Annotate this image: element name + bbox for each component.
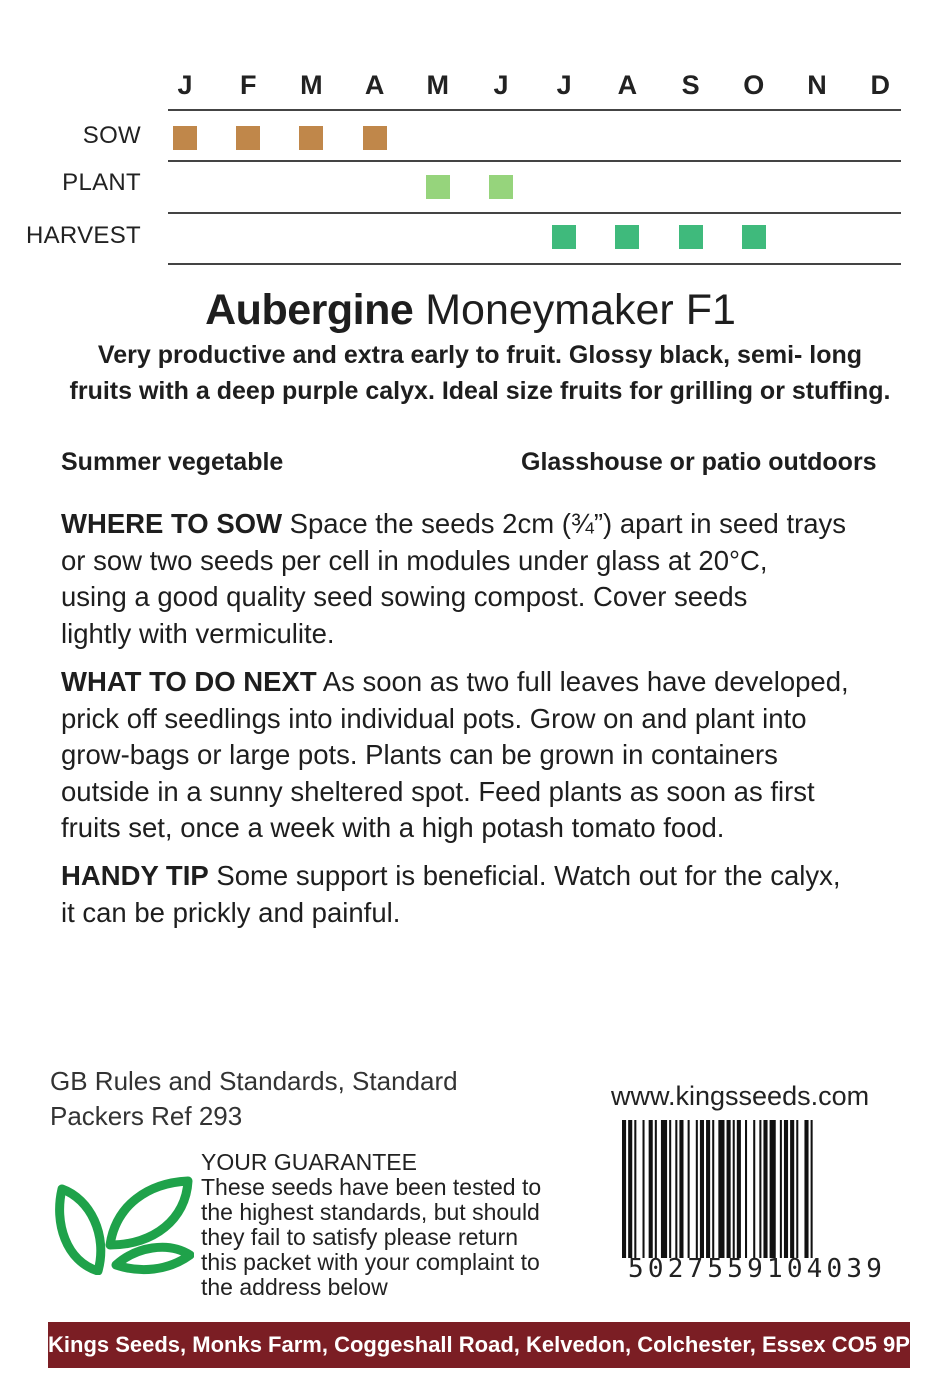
barcode-bar — [688, 1120, 690, 1258]
barcode-bar — [763, 1120, 767, 1258]
guarantee-line: the address below — [201, 1274, 388, 1300]
barcode-bar — [804, 1120, 808, 1258]
month-label: J — [556, 70, 572, 100]
month-label: S — [681, 70, 700, 100]
calendar-marker — [679, 225, 703, 249]
calendar-marker — [299, 126, 323, 150]
calendar-marker — [552, 225, 576, 249]
section-heading: WHERE TO SOW — [61, 508, 283, 539]
product-variety: Moneymaker F1 — [413, 286, 736, 334]
barcode-bar — [780, 1120, 782, 1258]
month-label: J — [177, 70, 193, 100]
month-label: A — [364, 70, 385, 100]
section-text: fruits set, once a week with a high potash tomato food. — [61, 812, 725, 843]
description-line: Very productive and extra early to fruit. Glossy black, semi- long — [97, 341, 863, 369]
barcode-bar — [753, 1120, 755, 1258]
product-name: Aubergine — [205, 286, 414, 334]
month-label: D — [870, 70, 890, 100]
barcode-bar — [706, 1120, 710, 1258]
location-tag: Glasshouse or patio outdoors — [521, 448, 877, 476]
section-text: it can be prickly and painful. — [61, 896, 401, 928]
calendar-marker — [363, 126, 387, 150]
guarantee-line: These seeds have been tested to — [201, 1174, 542, 1200]
barcode-bar — [634, 1120, 636, 1258]
month-label: M — [300, 70, 323, 100]
month-label: A — [617, 70, 638, 100]
guarantee-heading: YOUR GUARANTEE — [201, 1149, 417, 1175]
calendar-row-label: PLANT — [62, 169, 141, 196]
what-to-do-next-section — [61, 664, 911, 847]
barcode-bar — [643, 1120, 645, 1258]
handy-tip-section — [61, 858, 911, 931]
guarantee-block — [201, 1150, 541, 1300]
barcode-number: 5027559104039 — [628, 1254, 887, 1284]
section-heading: HANDY TIP — [61, 860, 209, 891]
barcode-bar — [712, 1120, 714, 1258]
calendar-marker — [489, 175, 513, 199]
barcode-bar — [745, 1120, 747, 1258]
product-description — [40, 337, 920, 409]
barcode-bar — [679, 1120, 683, 1258]
barcode-bar — [700, 1120, 704, 1258]
month-label: F — [239, 70, 257, 100]
barcode-bar — [675, 1120, 677, 1258]
calendar-row-label: HARVEST — [25, 222, 141, 249]
barcode-bar — [784, 1120, 788, 1258]
section-heading: WHAT TO DO NEXT — [61, 666, 317, 697]
section-text: grow-bags or large pots. Plants can be grown in containers — [61, 739, 778, 770]
calendar-marker — [742, 225, 766, 249]
calendar-marker — [173, 126, 197, 150]
section-text: Some support is beneficial. Watch out for the calyx, — [208, 860, 841, 891]
calendar-marker — [426, 175, 450, 199]
calendar-rule — [168, 160, 901, 162]
guarantee-line: this packet with your complaint to — [201, 1249, 540, 1275]
section-text: lightly with vermiculite. — [61, 617, 335, 649]
barcode-bar — [733, 1120, 735, 1258]
description-line: fruits with a deep purple calyx. Ideal size fruits for grilling or stuffing. — [69, 377, 891, 405]
calendar-marker — [615, 225, 639, 249]
month-label: O — [743, 70, 765, 100]
barcode-bar — [796, 1120, 798, 1258]
leaf-logo-icon — [52, 1175, 194, 1275]
barcode-bar — [655, 1120, 657, 1258]
barcode-bar — [737, 1120, 741, 1258]
barcode-bar — [727, 1120, 731, 1258]
where-to-sow-section — [61, 506, 911, 652]
season-tag: Summer vegetable — [61, 448, 284, 476]
calendar-rule — [168, 212, 901, 214]
month-label: N — [807, 70, 827, 100]
barcode-bar — [669, 1120, 671, 1258]
section-text: outside in a sunny sheltered spot. Feed plants as soon as first — [61, 775, 815, 807]
barcode-bar — [628, 1120, 632, 1258]
calendar-rule — [168, 263, 901, 265]
section-text: prick off seedlings into individual pots. Grow on and plant into — [61, 702, 807, 734]
standards-line: GB Rules and Standards, Standard — [50, 1066, 458, 1096]
section-text: As soon as two full leaves have developed, — [316, 666, 849, 697]
section-text: or sow two seeds per cell in modules under glass at 20°C, — [61, 544, 768, 576]
guarantee-line: the highest standards, but should — [201, 1199, 540, 1225]
section-text: using a good quality seed sowing compost. Cover seeds — [61, 581, 748, 612]
standards-note — [50, 1064, 458, 1134]
website-link[interactable]: www.kingsseeds.com — [611, 1081, 870, 1111]
barcode-bar — [811, 1120, 813, 1258]
barcode-bar — [622, 1120, 626, 1258]
address-banner: Kings Seeds, Monks Farm, Coggeshall Road, Kelvedon, Colchester, Essex CO5 9PG — [48, 1322, 910, 1368]
guarantee-line: they fail to satisfy please return — [201, 1224, 519, 1250]
month-label: J — [493, 70, 509, 100]
product-title — [0, 286, 941, 335]
barcode-bar — [696, 1120, 698, 1258]
calendar-row-label: SOW — [82, 122, 141, 149]
barcode-bar — [759, 1120, 761, 1258]
month-label: M — [426, 70, 450, 100]
barcode-bar — [770, 1120, 776, 1258]
barcode-bar — [790, 1120, 794, 1258]
barcode-bar — [661, 1120, 667, 1258]
barcode-bar — [649, 1120, 653, 1258]
calendar-marker — [236, 126, 260, 150]
barcode — [622, 1120, 888, 1258]
barcode-bar — [718, 1120, 724, 1258]
section-text: Space the seeds 2cm (¾”) apart in seed trays — [282, 508, 847, 539]
calendar-rule — [168, 109, 901, 111]
standards-line: Packers Ref 293 — [50, 1101, 243, 1131]
